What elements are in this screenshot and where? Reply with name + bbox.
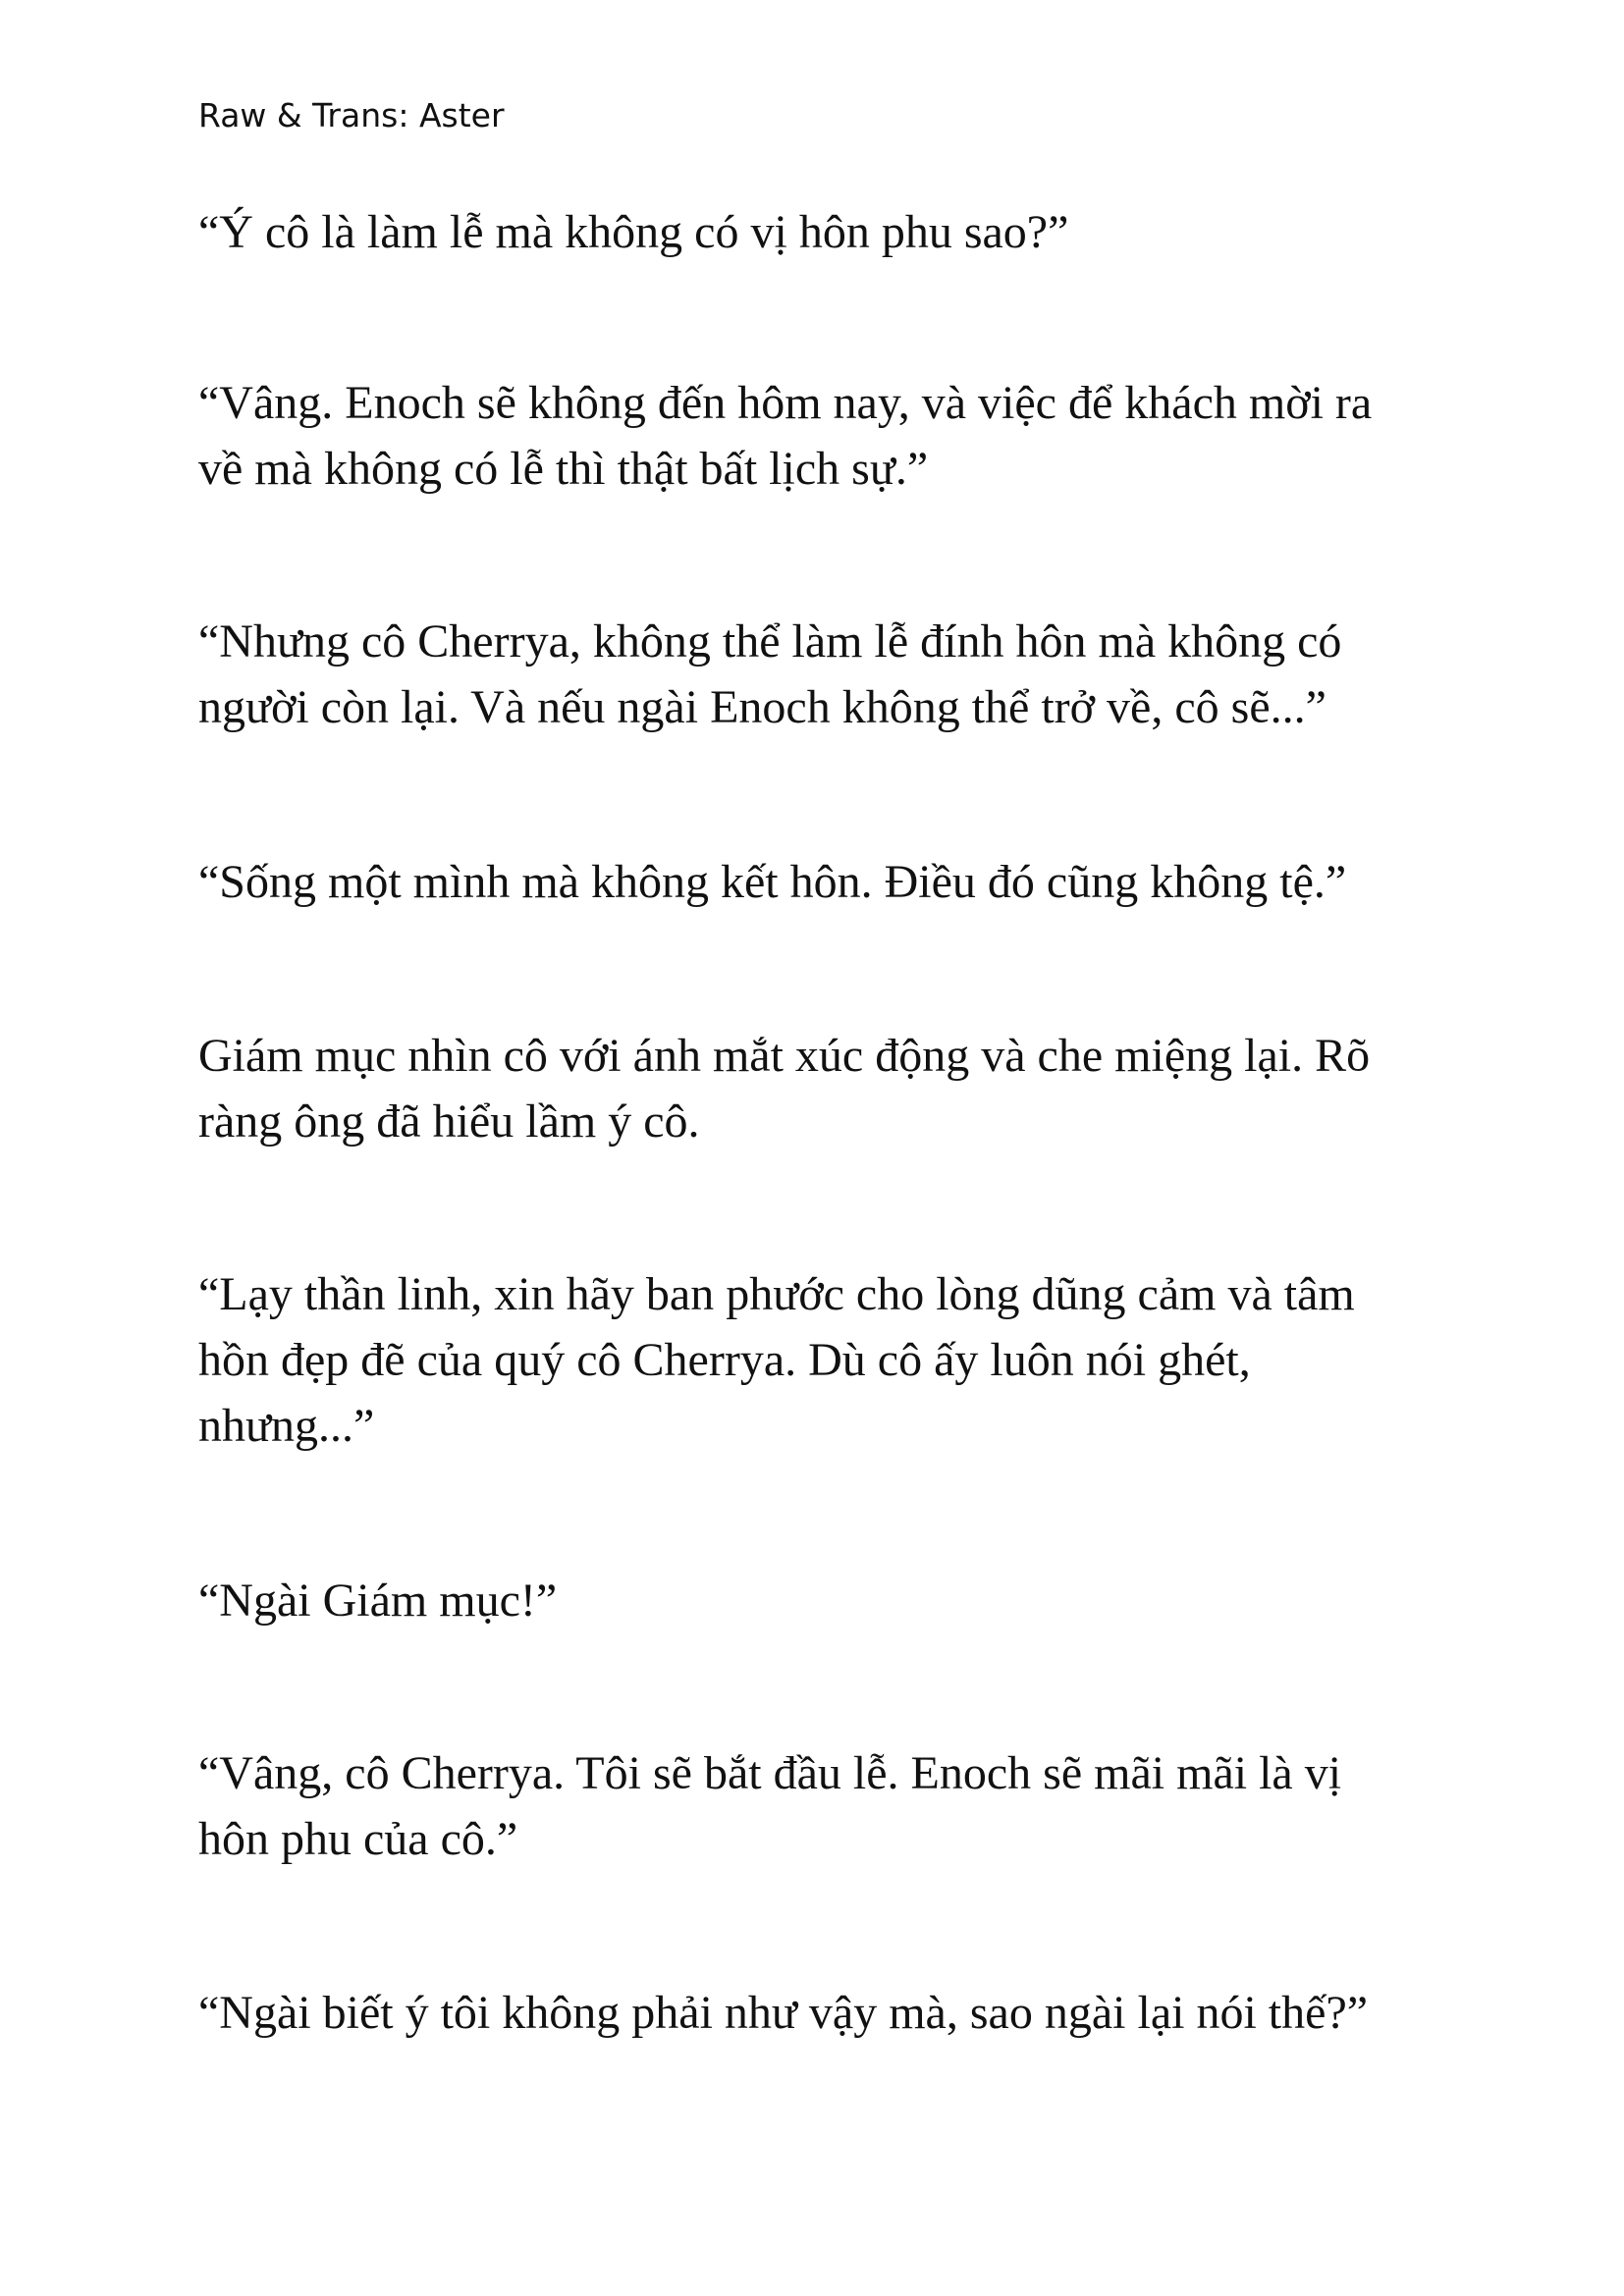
- paragraph-2: [198, 370, 1475, 502]
- paragraph-5: [198, 1023, 1475, 1154]
- translator-credit: Raw & Trans: Aster: [198, 96, 505, 134]
- paragraph-8: [198, 1740, 1475, 1872]
- paragraph-3: [198, 609, 1475, 740]
- paragraph-line: “Ngài biết ý tôi không phải như vậy mà, sao ngài lại nói thế?”: [198, 1987, 1369, 2039]
- paragraph-6: [198, 1261, 1475, 1459]
- paragraph-7: [198, 1568, 1475, 1633]
- paragraph-line: “Nhưng cô Cherrya, không thể làm lễ đính hôn mà không có: [198, 615, 1342, 667]
- paragraph-9: [198, 1980, 1475, 2046]
- paragraph-line: nhưng...”: [198, 1400, 375, 1452]
- paragraph-line: hồn đẹp đẽ của quý cô Cherrya. Dù cô ấy luôn nói ghét,: [198, 1334, 1251, 1386]
- paragraph-line: ràng ông đã hiểu lầm ý cô.: [198, 1095, 700, 1148]
- paragraph-line: về mà không có lễ thì thật bất lịch sự.”: [198, 443, 929, 495]
- paragraph-line: hôn phu của cô.”: [198, 1813, 518, 1865]
- paragraph-line: “Vâng. Enoch sẽ không đến hôm nay, và việc để khách mời ra: [198, 377, 1373, 429]
- paragraph-4: [198, 849, 1475, 915]
- paragraph-line: người còn lại. Và nếu ngài Enoch không thể trở về, cô sẽ...”: [198, 681, 1326, 733]
- paragraph-line: “Sống một mình mà không kết hôn. Điều đó cũng không tệ.”: [198, 856, 1347, 908]
- paragraph-line: Giám mục nhìn cô với ánh mắt xúc động và che miệng lại. Rõ: [198, 1030, 1371, 1082]
- paragraph-line: “Ngài Giám mục!”: [198, 1575, 558, 1627]
- paragraph-1: [198, 199, 1475, 265]
- paragraph-line: “Lạy thần linh, xin hãy ban phước cho lòng dũng cảm và tâm: [198, 1268, 1355, 1320]
- paragraph-line: “Vâng, cô Cherrya. Tôi sẽ bắt đầu lễ. Enoch sẽ mãi mãi là vị: [198, 1747, 1342, 1799]
- paragraph-line: “Ý cô là làm lễ mà không có vị hôn phu sao?”: [198, 206, 1069, 258]
